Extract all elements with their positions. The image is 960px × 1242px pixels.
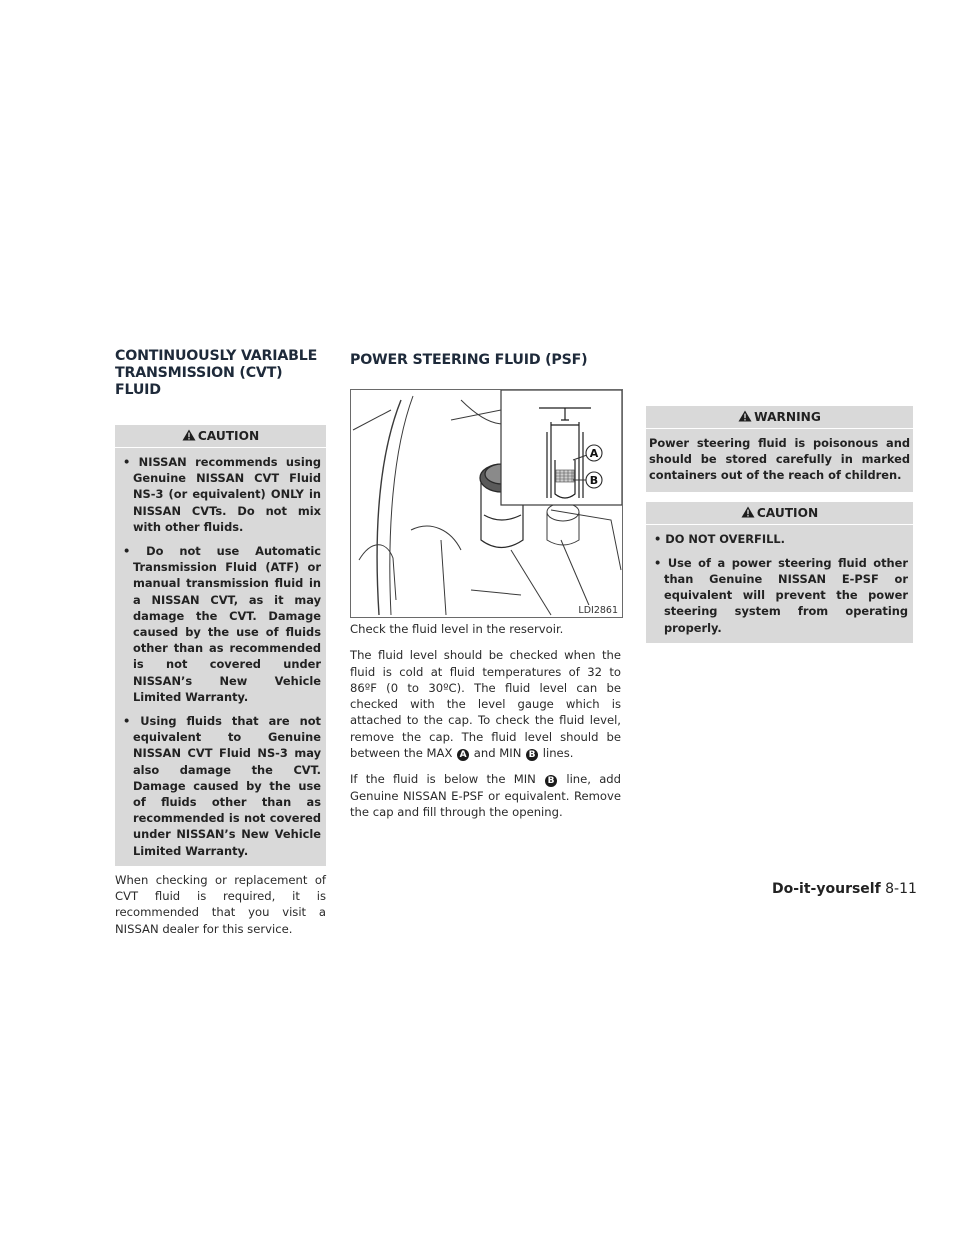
cvt-body-text: When checking or replacement of CVT fluid is required, it is recommended that you visit a NISSAN dealer for this service. [115, 872, 326, 936]
warning-triangle-icon [741, 506, 755, 518]
psf-warning-label: WARNING [754, 410, 821, 424]
psf-caution-title [646, 502, 913, 525]
list-item: • Use of a power steering fluid other than Genuine NISSAN E-PSF or equivalent will prevent the power steering system from operating properly. [654, 555, 908, 635]
psf-para-1: Check the fluid level in the reservoir. [350, 622, 564, 636]
figure-code: LDI2861 [578, 605, 618, 616]
psf-para-2-and: and MIN [473, 746, 522, 761]
list-item: • Do not use Automatic Transmission Fluid (ATF) or manual transmission fluid in a NISSAN CVT, as it may damage the CVT. Damage caused by the use of fluids other than as recommended is not covered under NISSAN’s New Vehicle Limited Warranty. [123, 544, 321, 704]
cvt-column [115, 348, 326, 937]
cvt-caution-box [115, 425, 326, 866]
page-footer [772, 881, 917, 897]
psf-para-2-end: lines. [542, 746, 574, 761]
list-item: • NISSAN recommends using Genuine NISSAN CVT Fluid NS-3 (or equivalent) ONLY in NISSAN CVTs. Do not mix with other fluids. [123, 455, 321, 534]
psf-notices-column [646, 406, 913, 643]
psf-heading: POWER STEERING FLUID (PSF) [350, 352, 588, 368]
psf-para-3-end: line, add Genuine NISSAN E-PSF or equivalent. Remove the cap and fill through the opening. [350, 772, 622, 819]
marker-b-icon: B [526, 749, 538, 761]
footer-section: Do-it-yourself [772, 881, 881, 897]
cvt-heading: CONTINUOUSLY VARIABLE TRANSMISSION (CVT) FLUID [115, 348, 318, 398]
psf-para-2-text: The fluid level should be checked when the fluid is cold at fluid temperatures of 32 to 86ºF (0 to 30ºC). The fluid level can be checked with the level gauge which is attached to the cap. To check the fluid level, remove the cap. The fluid level should be between the MAX [350, 648, 621, 761]
psf-column [350, 352, 621, 820]
psf-warning-box [646, 406, 913, 492]
psf-caution-list [646, 531, 913, 636]
figure-label-a: A [589, 447, 599, 460]
cvt-caution-list [115, 454, 326, 859]
marker-b-icon: B [545, 775, 557, 787]
list-item: • DO NOT OVERFILL. [654, 531, 785, 546]
psf-para-3-start: If the fluid is below the MIN [350, 772, 536, 787]
cvt-caution-label: CAUTION [197, 429, 260, 443]
list-item: • Using fluids that are not equivalent to Genuine NISSAN CVT Fluid NS-3 may also damage the CVT. Damage caused by the use of fluids other than as recommended is not covered under NISSAN’s New Vehicle Limited Warranty. [123, 714, 321, 858]
cvt-caution-title [115, 425, 326, 448]
psf-caution-label: CAUTION [756, 505, 819, 520]
figure-label-b: B [589, 474, 599, 487]
psf-caution-box [646, 502, 913, 643]
warning-triangle-icon [182, 429, 196, 441]
page-number: 8-11 [885, 881, 917, 897]
marker-a-icon: A [457, 749, 469, 761]
psf-para-3 [350, 771, 621, 820]
psf-reservoir-figure [350, 389, 623, 618]
psf-para-2 [350, 647, 621, 761]
reservoir-illustration [351, 390, 622, 617]
psf-warning-title [646, 406, 913, 429]
psf-warning-text: Power steering fluid is poisonous and should be stored carefully in marked containers out of the reach of children. [649, 436, 910, 483]
warning-triangle-icon [738, 410, 752, 422]
